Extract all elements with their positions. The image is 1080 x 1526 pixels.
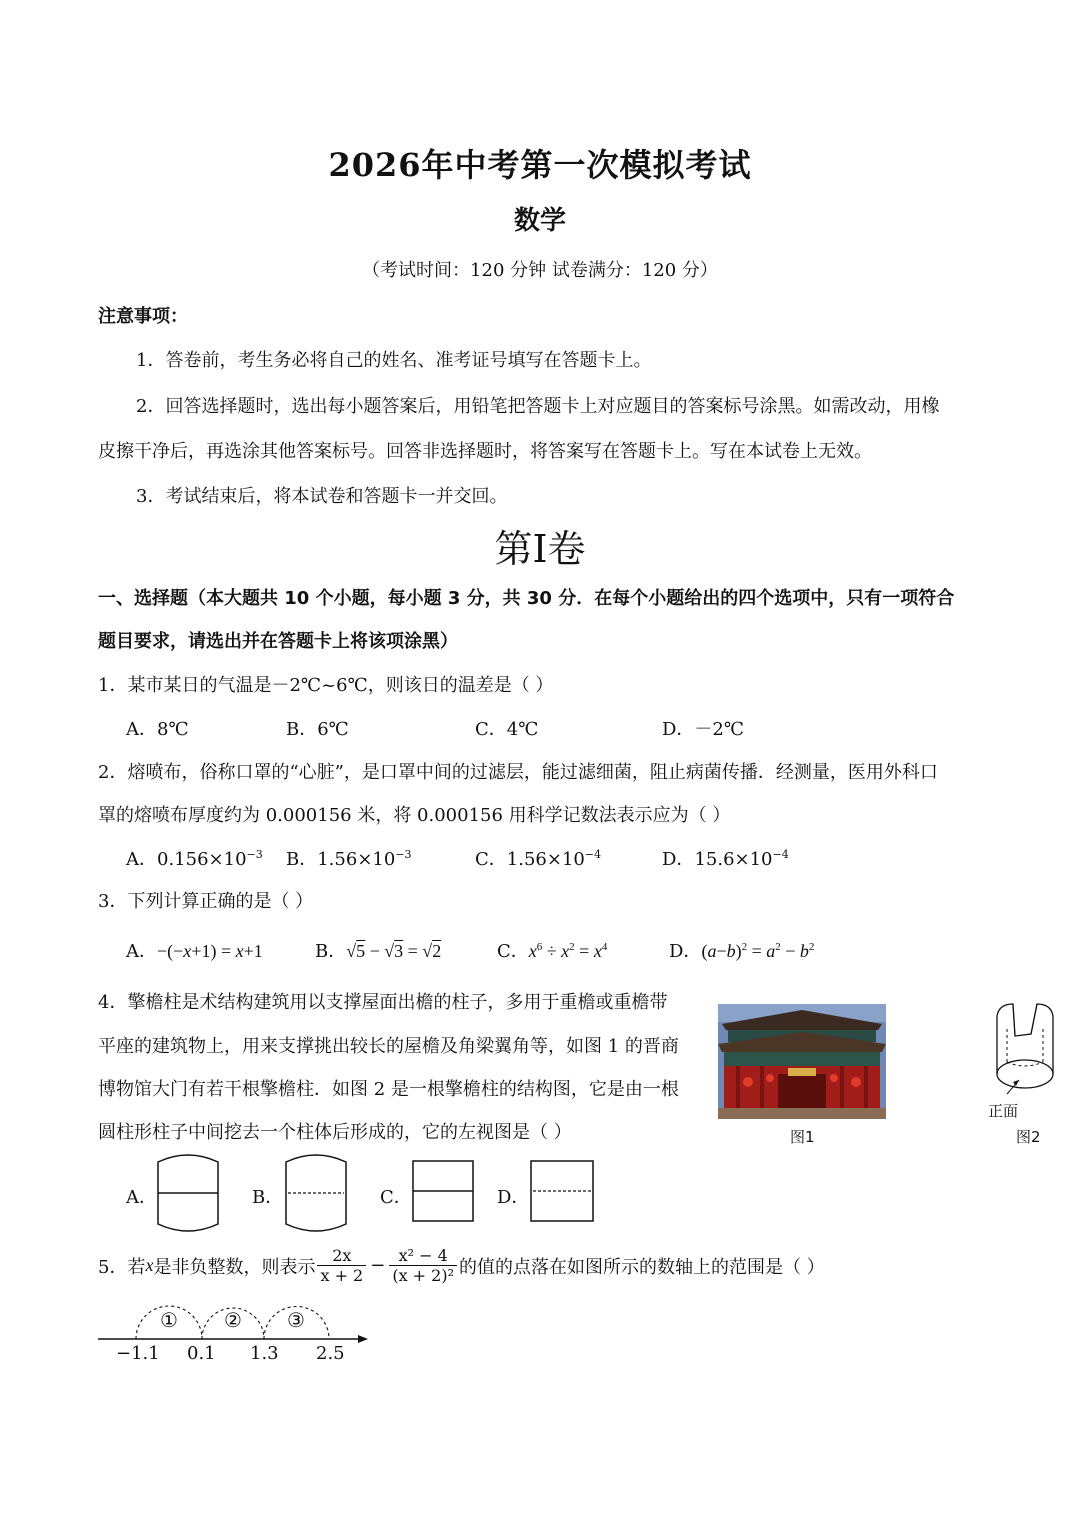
q5-frac1-num: 2x — [317, 1246, 366, 1266]
numberline-region-1: ① — [160, 1308, 178, 1332]
q5-suffix: 的值的点落在如图所示的数轴上的范围是（ ） — [459, 1256, 825, 1278]
numberline-region-2: ② — [224, 1308, 242, 1332]
q4-stem-line4: 圆柱形柱子中间挖去一个柱体后形成的，它的左视图是（ ） — [98, 1122, 572, 1143]
q2-option-a-label: A． — [126, 849, 157, 870]
museum-gate-photo — [718, 1004, 886, 1119]
q2-option-d — [662, 845, 789, 871]
q4-stem-line3: 博物馆大门有若干根擎檐柱．如图 2 是一根擎檐柱的结构图，它是由一根 — [98, 1079, 679, 1100]
cylinder-structure-figure — [985, 996, 1065, 1106]
q4-option-c-label: C． — [380, 1187, 412, 1208]
q4-option-a-figure — [154, 1150, 222, 1236]
q4-option-d-label: D． — [497, 1187, 530, 1208]
q3-option-b — [315, 937, 441, 963]
numberline-tick-4: 2.5 — [316, 1343, 345, 1364]
q5-mid: 是非负整数，则表示 — [153, 1256, 316, 1278]
q2-option-d-exp: −4 — [772, 848, 789, 861]
q2-stem-line1: 2．熔喷布，俗称口罩的“心脏”，是口罩中间的过滤层，能过滤细菌，阻止病菌传播．经测量，医用外科口 — [98, 762, 938, 783]
q4-option-a-label: A． — [126, 1187, 157, 1208]
q2-option-b — [286, 845, 412, 871]
notice-item-2-line1: 2．回答选择题时，选出每小题答案后，用铅笔把答题卡上对应题目的答案标号涂黑。如需改动，用橡 — [136, 396, 940, 417]
q2-option-b-label: B． — [286, 849, 318, 870]
q2-option-b-base: 1.56×10 — [317, 849, 396, 870]
q2-option-a-base: 0.156×10 — [157, 849, 247, 870]
q1-option-c: C．4℃ — [475, 719, 539, 740]
q4-option-d-figure — [528, 1158, 596, 1226]
q5-frac2-num: x² − 4 — [389, 1246, 457, 1266]
q5-frac2-den: (x + 2)² — [392, 1266, 455, 1285]
notice-item-1: 1．答卷前，考生务必将自己的姓名、准考证号填写在答题卡上。 — [136, 350, 652, 371]
fig1-caption: 图1 — [790, 1128, 815, 1146]
q1-option-d: D．－2℃ — [662, 719, 745, 740]
q1-stem: 1．某市某日的气温是－2℃~6℃，则该日的温差是（ ） — [98, 675, 554, 696]
q5-fraction-2 — [389, 1246, 457, 1285]
q4-stem-line1: 4．擎檐柱是术结构建筑用以支撑屋面出檐的柱子，多用于重檐或重檐带 — [98, 992, 668, 1013]
notice-heading: 注意事项： — [98, 306, 188, 327]
q3-option-d-label: D． — [669, 941, 702, 962]
q4-stem-line2: 平座的建筑物上，用来支撑挑出较长的屋檐及角梁翼角等，如图 1 的晋商 — [98, 1036, 679, 1057]
q3-option-c — [497, 937, 607, 963]
q2-option-c-base: 1.56×10 — [506, 849, 585, 870]
q4-option-c-figure — [410, 1158, 476, 1226]
q3-option-d-formula: $(a-b)^2 = a^2 - b^2$ — [701, 941, 815, 961]
q3-option-b-label: B． — [315, 941, 347, 962]
q1-option-a: A．8℃ — [126, 719, 189, 740]
fig2-front-label: 正面 — [988, 1102, 1019, 1120]
q3-stem: 3．下列计算正确的是（ ） — [98, 891, 314, 912]
q2-option-c-exp: −4 — [584, 848, 602, 861]
subject-title: 数学 — [513, 206, 566, 236]
q4-option-b-figure — [282, 1150, 350, 1236]
section1-heading-line1: 一、选择题（本大题共 10 个小题，每小题 3 分，共 30 分．在每个小题给出的四个选项中，只有一项符合 — [98, 588, 955, 609]
q5-frac1-den: x + 2 — [320, 1266, 364, 1285]
q2-option-c — [475, 845, 601, 871]
q5-stem: 5．若 x 是非负整数，则表示 $\frac{2x}{x + 2}$ − $\frac{\text{x² − 4}}{\text{(x + 2)²}}$ 的值的点落在如图所示的数轴上的范围是（ ） — [98, 1246, 825, 1285]
q3-option-a-formula: −(−x+1) = x+1 — [157, 941, 263, 961]
q5-fraction-1 — [317, 1246, 366, 1285]
q3-option-c-formula: $x^6 \div x^2 = x^4$ — [528, 941, 608, 961]
numberline-tick-1: −1.1 — [116, 1343, 160, 1364]
q3-option-a-label: A． — [126, 941, 157, 962]
q3-option-a — [126, 937, 263, 963]
q2-option-b-exp: −3 — [395, 848, 412, 861]
q5-var: x — [145, 1255, 154, 1275]
q2-stem-line2: 罩的熔喷布厚度约为 0.000156 米，将 0.000156 用科学记数法表示应为（ ） — [98, 805, 731, 826]
section1-heading-line2: 题目要求，请选出并在答题卡上将该项涂黑） — [98, 631, 458, 652]
q3-option-b-formula: √5 − √3 = √2 — [346, 941, 442, 961]
q2-option-d-label: D． — [662, 849, 695, 870]
notice-item-2-line2: 皮擦干净后，再选涂其他答案标号。回答非选择题时，将答案写在答题卡上。写在本试卷上无效。 — [98, 441, 872, 462]
q2-option-a-exp: −3 — [246, 848, 263, 861]
q2-option-c-label: C． — [475, 849, 507, 870]
exam-time-info: （考试时间：120 分钟 试卷满分：120 分） — [362, 260, 718, 281]
q3-option-c-label: C． — [497, 941, 529, 962]
numberline-tick-3: 1.3 — [250, 1343, 279, 1364]
volume-title: 第I卷 — [494, 527, 586, 571]
q3-option-d — [669, 937, 814, 963]
numberline-tick-2: 0.1 — [187, 1343, 216, 1364]
notice-item-3: 3．考试结束后，将本试卷和答题卡一并交回。 — [136, 486, 508, 507]
numberline-region-3: ③ — [287, 1308, 305, 1332]
q5-prefix: 5．若 — [98, 1256, 146, 1278]
q1-option-b: B．6℃ — [286, 719, 349, 740]
q4-option-b-label: B． — [252, 1187, 284, 1208]
q2-option-a — [126, 845, 263, 871]
exam-title: 2026年中考第一次模拟考试 — [328, 146, 752, 184]
q2-option-d-base: 15.6×10 — [694, 849, 773, 870]
fig2-caption: 图2 — [1016, 1128, 1041, 1146]
